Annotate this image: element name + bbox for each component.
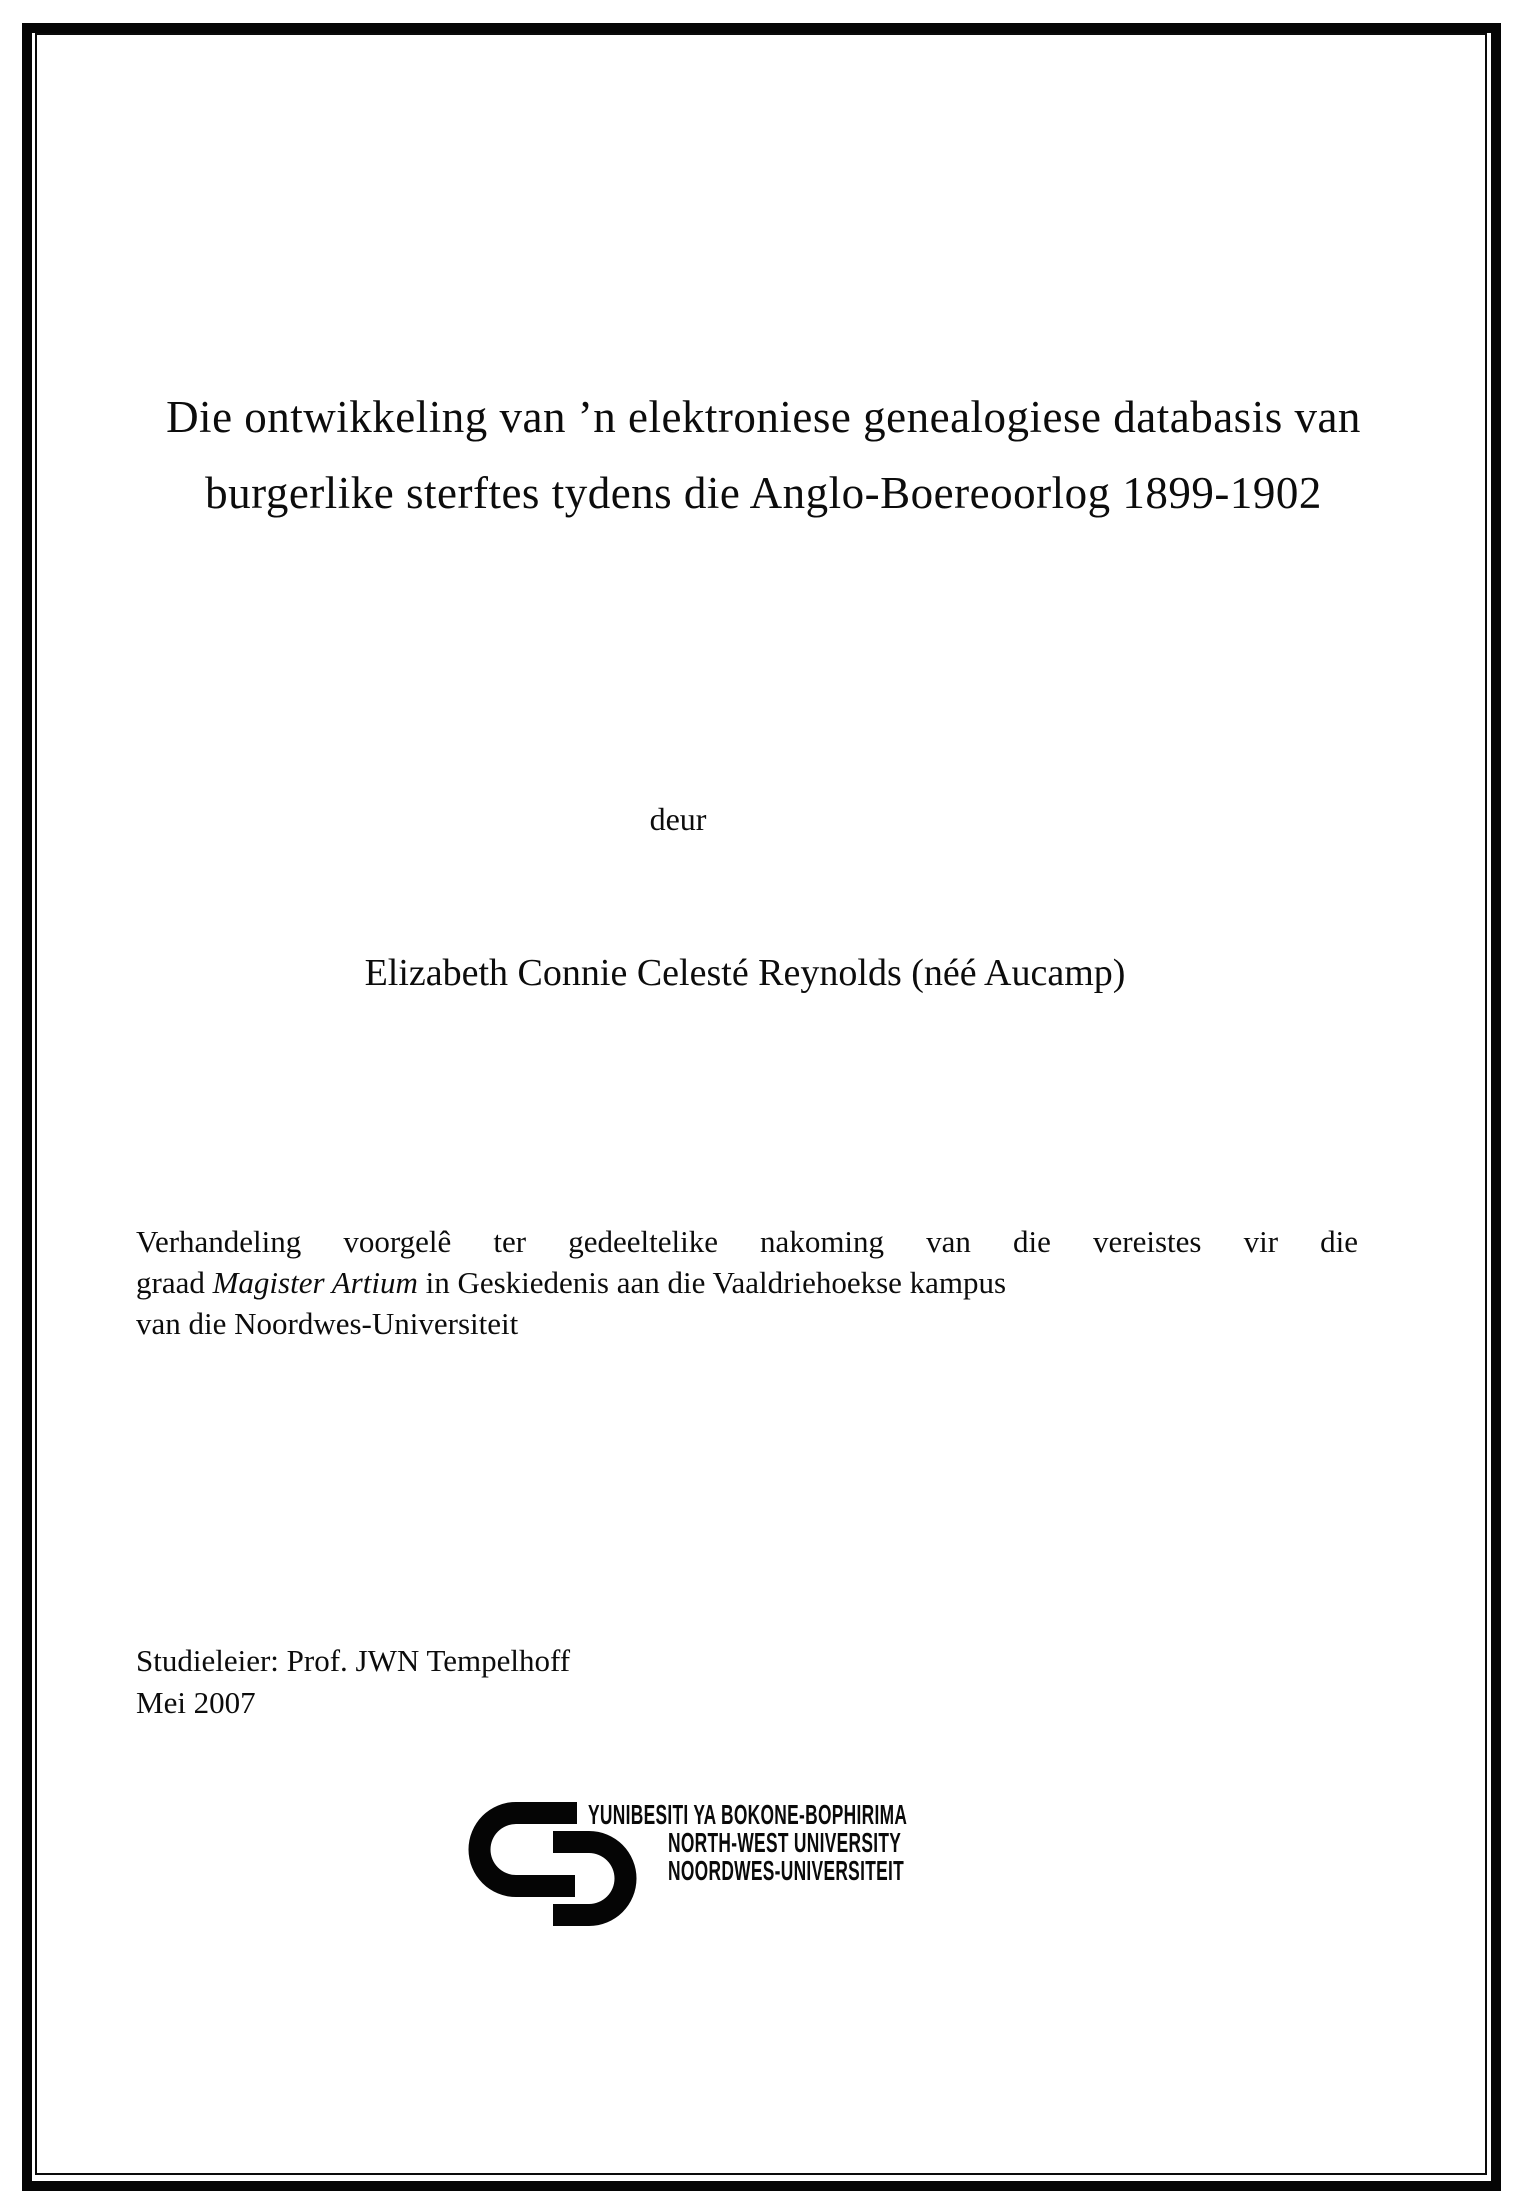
thesis-title-line2: burgerlike sterftes tydens die Anglo-Boereoorlog 1899-1902 — [205, 468, 1322, 518]
supervisor-block — [136, 1640, 570, 1724]
statement-line2-pre: graad — [136, 1265, 213, 1300]
date-line: Mei 2007 — [136, 1685, 256, 1720]
statement-line2 — [136, 1262, 1358, 1303]
submission-statement — [136, 1221, 1358, 1344]
byline-label: deur — [649, 801, 707, 837]
university-wordmark — [588, 1801, 1103, 1885]
supervisor-line: Studieleier: Prof. JWN Tempelhoff — [136, 1643, 571, 1678]
thesis-title-line1: Die ontwikkeling van ’n elektroniese genealogiese databasis van — [166, 392, 1361, 442]
university-name-english: NORTH-WEST UNIVERSITY — [668, 1827, 902, 1858]
statement-line3: van die Noordwes-Universiteit — [136, 1306, 519, 1341]
thesis-title — [0, 379, 1527, 531]
statement-line2-post: in Geskiedenis aan die Vaaldriehoekse kampus — [417, 1265, 1007, 1300]
degree-name: Magister Artium — [212, 1265, 418, 1300]
university-name-setswana: YUNIBESITI YA BOKONE-BOPHIRIMA — [588, 1799, 908, 1830]
statement-line1: Verhandeling voorgelê ter gedeeltelike nakoming van die vereistes vir die — [136, 1224, 1358, 1259]
university-name-afrikaans: NOORDWES-UNIVERSITEIT — [668, 1855, 905, 1886]
author-name: Elizabeth Connie Celesté Reynolds (néé Aucamp) — [364, 952, 1126, 994]
